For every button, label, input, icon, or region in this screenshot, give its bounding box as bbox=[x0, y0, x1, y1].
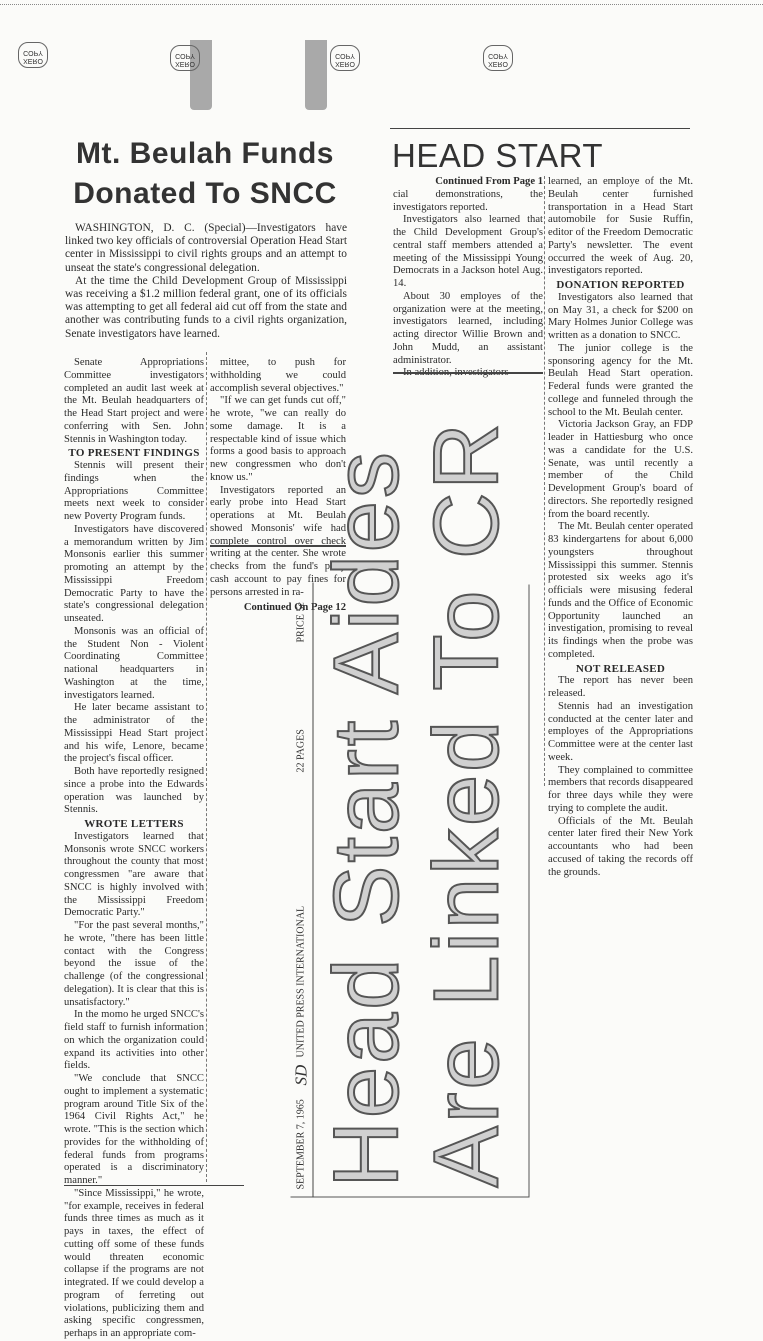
article-headline bbox=[65, 134, 345, 214]
scan-top-edge bbox=[0, 4, 763, 6]
paragraph: "If we can get funds cut off," he wrote, "we can really do some damage. It is a respectable kind of issue which forms a good basis to approach new congressmen who don't know us." bbox=[210, 395, 346, 483]
paragraph: "Since Mississippi," he wrote, "for example, receives in federal funds three times as much as it pays in taxes, the effect of cutting off some of these funds would threaten economic collapse if the programs are not integrated. If we could develop a program of ferreting out violations, publicizing them and asking specific congressmen, perhaps in an appropriate com- bbox=[64, 1187, 204, 1339]
paragraph: Victoria Jackson Gray, an FDP leader in Hattiesburg who once was a candidate for the U.S. Senate, was until recently a member of the Child Development Group's board of directors. She reportedly resigned from the board recently. bbox=[548, 419, 693, 520]
paper-logo: SD bbox=[291, 1064, 311, 1086]
rule bbox=[393, 372, 543, 374]
column-divider bbox=[206, 352, 207, 1182]
issue-date: SEPTEMBER 7, 1965 bbox=[295, 1099, 307, 1190]
paragraph: The report has never been released. bbox=[548, 675, 693, 699]
xerox-stamp: XERO COPY bbox=[483, 45, 513, 71]
paragraph: "For the past several months," he wrote, "there has been little contact with the Congress beyond the issue of the challenge (of the congressional delegation). It is clear that this is unsatisfactory." bbox=[64, 920, 204, 1008]
wire-service: UNITED PRESS INTERNATIONAL bbox=[295, 905, 307, 1058]
price: PRICE 5c bbox=[295, 602, 307, 643]
headline-line: Donated To SNCC bbox=[73, 177, 337, 210]
paragraph: Stennis had an investigation conducted at the center later and employes of the Appropriations Committee were at the center last week. bbox=[548, 700, 693, 763]
paragraph: Investigators reported an early probe into Head Start operations at Mt. Beulah showed Monsonis' wife had complete control over check writing at the center. She wrote checks from the fund's petty cash account to pay fines for persons arrested in ra- bbox=[210, 484, 346, 598]
column-divider bbox=[544, 176, 545, 786]
column-bottom-rule bbox=[64, 1185, 244, 1186]
paragraph: In the momo he urged SNCC's field staff to furnish information on which the organization could expand its activities into other fields. bbox=[64, 1009, 204, 1072]
paragraph: Investigators also learned that the Child Development Group's central staff members attended a meeting of the Mississippi Young Democrats in a Jackson hotel Aug. 14. bbox=[393, 214, 543, 289]
paragraph: About 30 employes of the organization were at the meeting, investigators learned, including acting director Willie Brown and John Mudd, an assistant administrator. bbox=[393, 290, 543, 366]
paragraph: Investigators have discovered a memorandum written by Jim Monsonis earlier this summer promoting an attempt by the Mississippi Freedom Democratic Party to have the state's congressional delegation unseated. bbox=[64, 523, 204, 624]
xerox-stamp: XERO COPY bbox=[18, 42, 48, 68]
continued-line: Continued On Page 12 bbox=[243, 602, 346, 614]
subhead: DONATION REPORTED bbox=[556, 279, 685, 291]
paragraph: The junior college is the sponsoring agency for the Mt. Beulah Head Start operation. Federal funds were granted the college and funneled through the school to the Mt. Beulah center. bbox=[548, 342, 693, 418]
paragraph: mittee, to push for withholding we could accomplish several objectives." bbox=[210, 357, 346, 394]
banner-headline-line2: Are Linked To CR bbox=[415, 420, 518, 1188]
xerox-stamp: XERO COPY bbox=[330, 45, 360, 71]
paragraph: They complained to committee members that records disappeared for three days while they were trying to complete the audit. bbox=[548, 764, 693, 814]
paragraph: Monsonis was an official of the Student Non - Violent Coordinating Committee national headquarters in Washington at the time, investigators learned. bbox=[64, 625, 204, 701]
paragraph: Investigators also learned that on May 31, a check for $200 on Mary Holmes Junior College was written as a donation to SNCC. bbox=[548, 291, 693, 341]
newspaper-masthead-clipping bbox=[291, 420, 531, 1198]
column-a bbox=[393, 176, 543, 380]
subhead: NOT RELEASED bbox=[575, 662, 666, 675]
paragraph: "We conclude that SNCC ought to implement a systematic program around Title Six of the 1964 Civil Rights Act," he wrote. "This is the section which provides for the withholding of federal funds from programs operated is a discriminatory manner." bbox=[64, 1073, 204, 1186]
paragraph: WASHINGTON, D. C. (Special)—Investigators have linked two key officials of controversial Operation Head Start center in Mississippi to civil rights groups and an attempt to unseat the state's congressional delegation. bbox=[65, 222, 347, 274]
paragraph: Stennis will present their findings when the Appropriations Committee meets next week to consider new Poverty Program funds. bbox=[64, 460, 204, 522]
dateline-bar bbox=[291, 583, 314, 1198]
paragraph: Investigators learned that Monsonis wrote SNCC workers throughout the county that most congressmen "are aware that SNCC is highly involved with the Mississippi Freedom Democratic Party." bbox=[64, 830, 204, 919]
subhead: TO PRESENT FINDINGS bbox=[68, 447, 200, 460]
article-headline: HEAD START bbox=[392, 137, 603, 174]
paragraph: The Mt. Beulah center operated 83 kindergartens for about 6,000 youngsters throughout Mississippi this summer. Stennis protested six weeks ago it's officials were misusing federal funds and the Office of Economic Opportunity launched an investigation, promising to reveal its findings when the probe was completed. bbox=[548, 521, 693, 660]
paragraph: At the time the Child Development Group of Mississippi was receiving a $1.2 million federal grant, one of its officials was attempting to get all federal aid cut off from the state and another was contributing funds to a civil rights organization, Senate investigators have learned. bbox=[65, 274, 347, 340]
paragraph: cial demonstrations, the investigators reported. bbox=[393, 188, 543, 213]
paragraph: learned, an employe of the Mt. Beulah center furnished transportation in a Head Start automobile for Susie Ruffin, editor of the Freedom Democratic Party's newsletter. The event occurred the week of Aug. 20, investigators reported. bbox=[548, 176, 693, 277]
column-b bbox=[548, 176, 693, 879]
headline-line: Mt. Beulah Funds bbox=[76, 137, 334, 170]
xerox-stamp: XERO COPY bbox=[170, 45, 200, 71]
banner-headline-line1: Head Start Aides bbox=[315, 449, 418, 1188]
continued-from: Continued From Page 1 bbox=[435, 176, 543, 187]
lead-paragraphs bbox=[65, 222, 347, 341]
subhead: WROTE LETTERS bbox=[84, 818, 184, 830]
paragraph: He later became assistant to the administrator of the Mississippi Head Start project and his wife, Lenore, became the project's fiscal officer. bbox=[64, 702, 204, 765]
paragraph: In addition, investigators bbox=[403, 367, 509, 379]
top-rule bbox=[390, 128, 690, 129]
paragraph: Both have reportedly resigned since a probe into the Edwards operation was launched by Stennis. bbox=[64, 766, 204, 816]
paragraph: Officials of the Mt. Beulah center later fired their New York accountants who had been accused of taking the records off the grounds. bbox=[548, 815, 693, 878]
page-count: 22 PAGES bbox=[295, 729, 307, 773]
column-1 bbox=[64, 357, 204, 1341]
paragraph: Senate Appropriations Committee investigators completed an audit last week at the Mt. Beulah headquarters of the Head Start project and were conferring with Sen. John Stennis in Washington today. bbox=[64, 357, 204, 445]
binder-mark-right bbox=[305, 40, 327, 110]
